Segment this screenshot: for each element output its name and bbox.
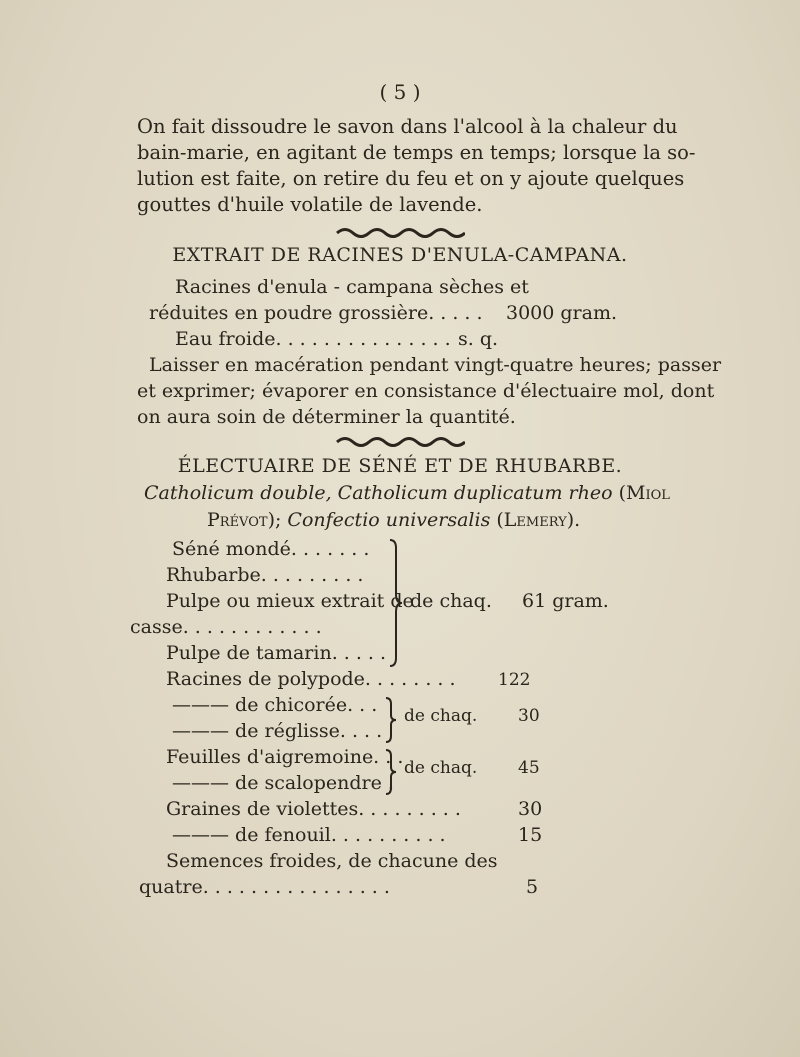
instruction-line: et exprimer; évaporer en consistance d'électuaire mol, dont — [137, 380, 715, 402]
ingredient-amount: 45 — [518, 758, 540, 778]
latin-synonym: Confectio universalis — [287, 509, 491, 531]
paren-close: ). — [566, 509, 581, 531]
group-label: de chaq. — [410, 590, 492, 612]
ingredient-line: ——— de chicorée. . . — [172, 694, 378, 716]
author-name: Miol — [626, 482, 670, 504]
separator: ); — [267, 509, 288, 531]
author-name: Prévot — [207, 509, 268, 531]
ingredient-amount: 61 gram. — [522, 590, 609, 612]
paren-open: ( — [490, 509, 504, 531]
ingredient-amount: 30 — [518, 798, 543, 820]
ingredient-line: Semences froides, de chacune des — [166, 850, 498, 872]
instruction-line: Laisser en macération pendant vingt-quatre heures; passer — [149, 354, 722, 376]
ornament-divider — [0, 224, 800, 243]
synonyms-line — [144, 482, 670, 504]
paragraph-line: gouttes d'huile volatile de lavende. — [137, 193, 483, 216]
ingredient-line: réduites en poudre grossière. . . . . — [149, 302, 483, 324]
ingredient-line: Feuilles d'aigremoine. . . — [166, 746, 404, 768]
instruction-line: on aura soin de déterminer la quantité. — [137, 406, 516, 428]
ornament-divider — [0, 433, 800, 452]
synonyms-line — [207, 509, 580, 531]
latin-synonyms: Catholicum double, Catholicum duplicatum rheo — [144, 482, 613, 504]
ingredient-line: Pulpe de tamarin. . . . . — [166, 642, 387, 664]
ingredient-amount: 30 — [518, 706, 540, 726]
author-name: Lemery — [503, 509, 567, 531]
section-title: ÉLECTUAIRE DE SÉNÉ ET DE RHUBARBE. — [177, 455, 623, 477]
ingredient-line: ——— de scalopendre . — [172, 772, 394, 794]
page-number: ( 5 ) — [379, 80, 421, 104]
ingredient-line: Pulpe ou mieux extrait de — [166, 590, 414, 612]
ingredient-amount: 5 — [526, 876, 539, 898]
curly-brace — [382, 696, 400, 744]
ingredient-line: Graines de violettes. . . . . . . . . — [166, 798, 461, 820]
ingredient-amount: 122 — [498, 670, 531, 690]
paragraph-line: bain-marie, en agitant de temps en temps; lorsque la so- — [137, 141, 696, 164]
ingredient-line: Séné mondé. . . . . . . — [172, 538, 370, 560]
curly-brace — [384, 538, 404, 668]
paragraph-line: On fait dissoudre le savon dans l'alcool à la chaleur du — [137, 115, 678, 138]
paren-open: ( — [612, 482, 626, 504]
ingredient-line: ——— de fenouil. . . . . . . . . . — [172, 824, 446, 846]
group-label: de chaq. — [404, 758, 478, 778]
ingredient-line: ——— de réglisse. . . . — [172, 720, 383, 742]
section-title: EXTRAIT DE RACINES D'ENULA-CAMPANA. — [172, 244, 628, 266]
ingredient-line: Eau froide. . . . . . . . . . . . . . . — [175, 328, 451, 350]
ingredient-line: Racines d'enula - campana sèches et — [175, 276, 529, 298]
group-label: de chaq. — [404, 706, 478, 726]
paragraph-line: lution est faite, on retire du feu et on y ajoute quelques — [137, 167, 685, 190]
ingredient-line: casse. . . . . . . . . . . . — [130, 616, 322, 638]
ingredient-amount: 15 — [518, 824, 543, 846]
ingredient-line: Racines de polypode. . . . . . . . — [166, 668, 456, 690]
ingredient-line: Rhubarbe. . . . . . . . . — [166, 564, 364, 586]
curly-brace — [382, 748, 400, 796]
ingredient-amount: 3000 gram. — [506, 302, 618, 324]
ingredient-amount: s. q. — [458, 328, 499, 350]
ingredient-line: quatre. . . . . . . . . . . . . . . . — [139, 876, 390, 898]
